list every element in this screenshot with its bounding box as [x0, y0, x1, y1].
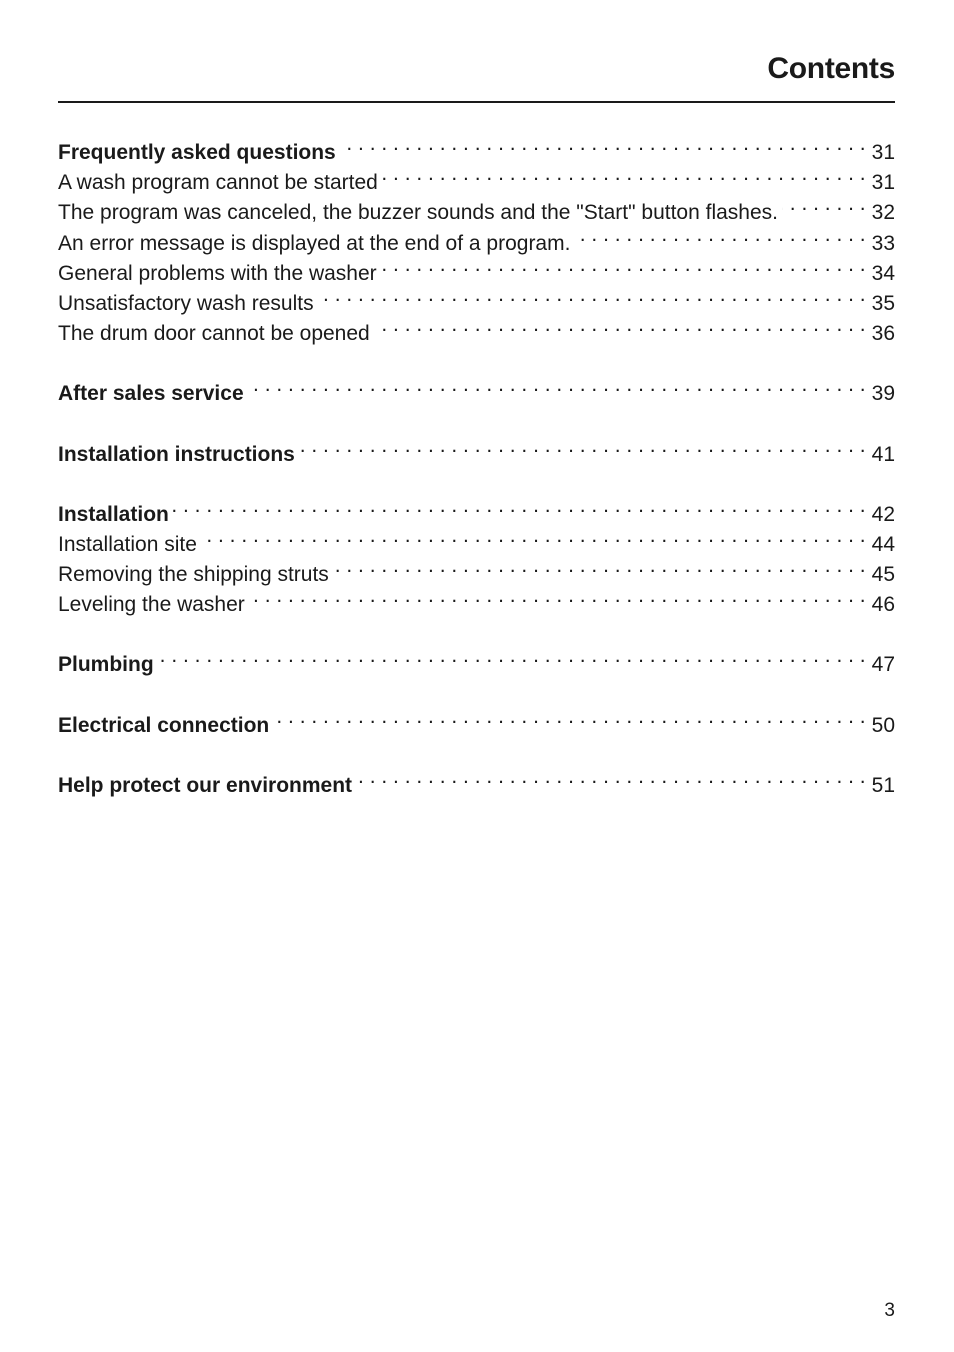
toc-entry-label: Frequently asked questions	[58, 141, 336, 164]
dot-leader	[201, 521, 866, 551]
toc-entry-installation-instructions[interactable]	[58, 431, 895, 466]
toc-entry-page: 50	[871, 713, 895, 737]
toc-group-faq	[58, 129, 895, 346]
toc-entry-label: After sales service	[58, 382, 244, 406]
toc-entry-faq[interactable]	[58, 129, 895, 164]
dot-leader	[374, 310, 866, 340]
toc-entry-page: 44	[871, 532, 895, 556]
toc-group-installation	[58, 491, 895, 617]
toc-entry-label: Unsatisfactory wash results	[58, 291, 314, 315]
dot-leader	[382, 159, 866, 189]
toc-entry-installation[interactable]	[58, 491, 895, 526]
dot-leader	[782, 189, 866, 219]
toc-entry-electrical-connection[interactable]	[58, 702, 895, 737]
toc-entry-page: 45	[871, 563, 895, 587]
toc-entry-page: 39	[871, 382, 895, 406]
dot-leader	[381, 250, 866, 280]
toc-entry-label: Electrical connection	[58, 713, 270, 737]
dot-leader	[356, 762, 866, 792]
toc-group-after-sales	[58, 370, 895, 406]
toc-entry-page: 42	[871, 502, 895, 526]
toc-entry-page: 47	[871, 653, 895, 677]
toc-entry-page: 51	[871, 773, 895, 797]
dot-leader	[340, 129, 866, 159]
toc-entry-label: Help protect our environment	[58, 773, 353, 797]
toc-entry-label: General problems with the washer	[58, 261, 377, 285]
toc-group-installation-instructions	[58, 431, 895, 466]
dot-leader	[158, 641, 866, 671]
dot-leader	[299, 431, 866, 461]
toc-entry-page: 35	[871, 291, 895, 315]
toc-entry-page: 31	[871, 171, 895, 195]
dot-leader	[249, 581, 866, 611]
toc-entry-label: The drum door cannot be opened	[58, 322, 370, 346]
dot-leader	[248, 370, 866, 400]
page-number: 3	[884, 1300, 895, 1321]
dot-leader	[318, 280, 866, 310]
toc-entry-label: Removing the shipping struts	[58, 563, 329, 587]
toc-entry-label: Plumbing	[58, 653, 154, 677]
toc-entry-page: 46	[871, 593, 895, 617]
toc-entry-label: An error message is displayed at the end of a program.	[58, 231, 571, 255]
toc-group-environment	[58, 762, 895, 797]
toc-entry-plumbing[interactable]	[58, 641, 895, 677]
page-header	[58, 50, 895, 103]
toc-entry-label: Installation site	[58, 532, 197, 556]
table-of-contents	[58, 129, 895, 822]
toc-group-plumbing	[58, 641, 895, 677]
page-title: Contents	[767, 52, 895, 85]
dot-leader	[574, 220, 865, 250]
toc-entry-label: The program was canceled, the buzzer sounds and the "Start" button flashes.	[58, 201, 778, 225]
dot-leader	[173, 491, 866, 521]
dot-leader	[273, 702, 865, 732]
toc-entry-label: A wash program cannot be started	[58, 171, 378, 195]
toc-group-electrical	[58, 702, 895, 737]
toc-entry-label: Installation	[58, 502, 169, 526]
toc-entry-page: 41	[871, 442, 895, 466]
toc-entry-environment[interactable]	[58, 762, 895, 797]
toc-entry-after-sales-service[interactable]	[58, 370, 895, 406]
toc-entry-page: 32	[871, 201, 895, 225]
toc-entry-page: 31	[871, 141, 895, 164]
toc-entry-installation-site[interactable]	[58, 521, 895, 556]
toc-entry-label: Installation instructions	[58, 442, 295, 466]
dot-leader	[333, 551, 866, 581]
toc-entry-page: 34	[871, 261, 895, 285]
toc-entry-page: 33	[871, 231, 895, 255]
toc-entry-page: 36	[871, 322, 895, 346]
toc-entry-label: Leveling the washer	[58, 593, 245, 617]
